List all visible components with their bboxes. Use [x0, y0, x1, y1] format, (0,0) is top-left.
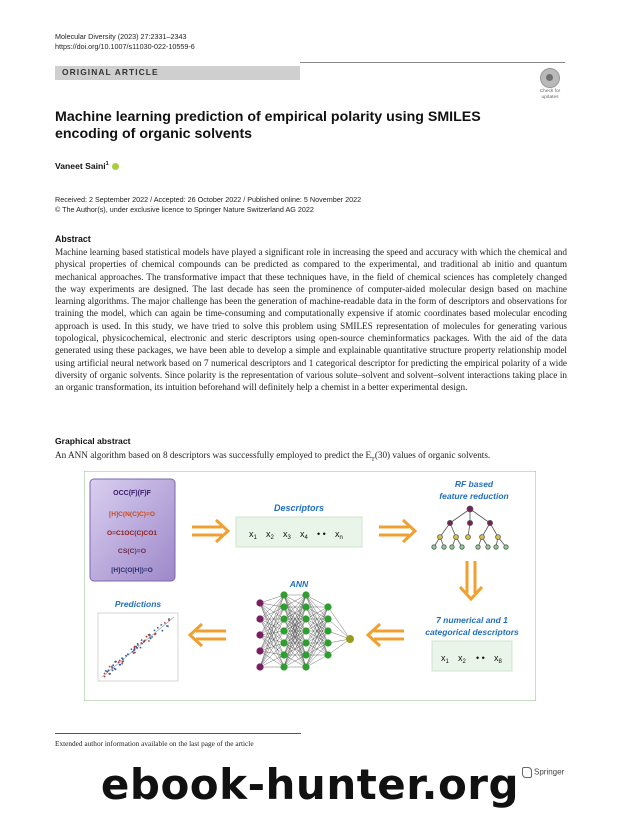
author-line: [55, 161, 119, 171]
prediction-point: [160, 624, 162, 626]
smiles-4: CS(C)=O: [117, 548, 147, 555]
numerical-title-2: categorical descriptors: [425, 627, 519, 637]
ann-node: [280, 615, 287, 622]
prediction-point: [108, 669, 110, 671]
predictions-title: Predictions: [114, 599, 162, 609]
journal-citation: Molecular Diversity (2023) 27:2331–2343: [55, 32, 187, 41]
prediction-point: [137, 643, 139, 645]
prediction-point: [127, 653, 129, 655]
prediction-point: [131, 648, 133, 650]
ann-node: [280, 627, 287, 634]
descriptors-title: Descriptors: [273, 503, 325, 513]
prediction-point: [122, 658, 124, 660]
prediction-point: [166, 625, 168, 627]
ann-node: [324, 603, 331, 610]
ann-node: [302, 639, 309, 646]
final-x1: $x_1$: [441, 653, 449, 665]
descriptor-dots: • •: [317, 529, 326, 539]
ga-subscript: T: [371, 456, 375, 463]
rf-title-1: RF based: [454, 479, 494, 489]
check-updates-line2: updates: [541, 95, 559, 101]
descriptor-x2: $x_2$: [266, 529, 274, 541]
journal-doi[interactable]: https://doi.org/10.1007/s11030-022-10559-6: [55, 42, 195, 51]
journal-header: [55, 32, 195, 52]
graphical-abstract-figure: [84, 471, 536, 701]
prediction-point: [143, 641, 145, 643]
prediction-point: [164, 622, 166, 624]
prediction-point: [109, 666, 111, 668]
prediction-point: [140, 642, 142, 644]
prediction-point: [154, 633, 156, 635]
title-line-1: Machine learning prediction of empirical polarity using SMILES: [55, 109, 481, 125]
graphical-abstract-heading: Graphical abstract: [55, 436, 131, 446]
descriptors-box: [236, 517, 362, 547]
prediction-point: [148, 640, 150, 642]
descriptor-x3: $x_3$: [283, 529, 291, 541]
final-x8: $x_8$: [494, 653, 502, 665]
check-updates-icon: [540, 68, 560, 88]
prediction-point: [140, 647, 142, 649]
prediction-point: [112, 669, 114, 671]
prediction-point: [149, 635, 151, 637]
rf-title-2: feature reduction: [439, 491, 509, 501]
ga-text-after: (30) values of organic solvents.: [374, 450, 491, 460]
ann-node: [256, 615, 263, 622]
watermark: ebook-hunter.org: [100, 760, 520, 809]
prediction-point: [151, 636, 153, 638]
descriptor-x4: $x_4$: [300, 529, 308, 541]
ann-node: [256, 663, 263, 670]
predictions-scatter-plot: [98, 613, 178, 681]
prediction-point: [157, 627, 159, 629]
smiles-2: [H]C(N(C)C)=O: [109, 511, 155, 518]
affiliation-mark: 1: [105, 161, 109, 168]
ann-node: [302, 591, 309, 598]
graphical-abstract-text: [55, 449, 567, 466]
prediction-point: [168, 619, 170, 621]
ann-node: [280, 639, 287, 646]
ann-node: [302, 651, 309, 658]
prediction-point: [111, 667, 113, 669]
dates-line: Received: 2 September 2022 / Accepted: 26 October 2022 / Published online: 5 November 2022: [55, 195, 362, 204]
prediction-point: [136, 647, 138, 649]
prediction-point: [150, 638, 152, 640]
descriptor-xn: $x_n$: [335, 529, 343, 541]
ann-node: [280, 651, 287, 658]
ann-node: [324, 639, 331, 646]
publisher-name: Springer: [534, 767, 565, 777]
prediction-point: [134, 646, 136, 648]
publication-dates: [55, 195, 361, 215]
check-updates-line1: Check for: [539, 89, 561, 94]
prediction-point: [162, 630, 164, 632]
ann-node: [280, 591, 287, 598]
smiles-3: O=C1OC(C)CO1: [106, 530, 158, 537]
article-type-label: ORIGINAL ARTICLE: [62, 67, 159, 77]
ann-node: [324, 615, 331, 622]
smiles-5: [H]C(O[H])=O: [111, 567, 153, 574]
footnote-rule: [55, 733, 301, 734]
ann-node: [302, 615, 309, 622]
header-rule: [300, 62, 565, 63]
ann-title: ANN: [289, 579, 309, 589]
prediction-point: [118, 661, 120, 663]
ann-node: [256, 647, 263, 654]
ann-node: [280, 663, 287, 670]
ann-node: [256, 599, 263, 606]
ann-node: [302, 663, 309, 670]
check-for-updates-badge[interactable]: [535, 68, 565, 100]
ann-node: [256, 631, 263, 638]
prediction-point: [114, 668, 116, 670]
prediction-point: [141, 639, 143, 641]
ann-node: [302, 603, 309, 610]
prediction-point: [154, 630, 156, 632]
numerical-title-1: 7 numerical and 1: [436, 615, 508, 625]
orcid-icon[interactable]: [112, 163, 119, 170]
ann-node: [324, 651, 331, 658]
prediction-point: [119, 660, 121, 662]
prediction-point: [122, 661, 124, 663]
ann-node: [302, 627, 309, 634]
prediction-point: [119, 664, 121, 666]
final-dots: • •: [476, 653, 485, 663]
descriptor-x1: $x_1$: [249, 529, 257, 541]
author-name[interactable]: Vaneet Saini: [55, 161, 106, 171]
final-x2: $x_2$: [458, 653, 466, 665]
prediction-point: [112, 664, 114, 666]
prediction-point: [121, 663, 123, 665]
ga-text-before: An ANN algorithm based on 8 descriptors was successfully employed to predict the E: [55, 450, 372, 460]
prediction-point: [105, 670, 107, 672]
prediction-point: [104, 676, 106, 678]
author-info-footnote: Extended author information available on the last page of the article: [55, 739, 254, 748]
title-line-2: encoding of organic solvents: [55, 126, 253, 143]
prediction-point: [134, 652, 136, 654]
prediction-point: [114, 661, 116, 663]
copyright-line: © The Author(s), under exclusive licence to Springer Nature Switzerland AG 2022: [55, 205, 314, 214]
article-title: [55, 109, 525, 144]
prediction-point: [134, 648, 136, 650]
prediction-point: [104, 673, 106, 675]
ann-node: [280, 603, 287, 610]
ann-node: [324, 627, 331, 634]
smiles-1: OCC(F)(F)F: [113, 490, 151, 497]
abstract-heading: Abstract: [55, 234, 91, 244]
prediction-point: [125, 655, 127, 657]
abstract-text: Machine learning based statistical models have played a significant role in increasing the speed and accuracy with which the chemical and physical properties of chemical compounds can be predicted as compared to the experimental, and traditional ab initio and quantum mechanical approaches. The transformative impact that these techniques have, in the field of chemical sciences has completely changed the way experiments are designed. The last decade has seen the prominence of computer-aided molecular design based on machine learning algorithms. The major challenge has been the generation of machine-readable data in the form of descriptors and observations for training the model, which can again be time-consuming and computationally expensive if atomic coordinates based molecular encoding approach is used. In this study, we have tried to solve this problem using SMILES representation of molecules for generating various topological, physicochemical, electronic and steric descriptors using open-source cheminformatics packages. With the aid of the data generated using these packages, we have been able to develop a simple and explainable quantitative structure property relationship model using artificial neural network based on 7 numerical descriptors and 1 categorical descriptor for predicting the empirical polarity of a wide diversity of organic solvents. Since polarity is the representation of various solute–solvent and solvent–solvent interactions taking place in an organic transformation, its intuition beforehand will definitely help a chemist in a better experimental design.: [55, 247, 567, 393]
ann-node: [346, 635, 354, 643]
prediction-point: [146, 636, 148, 638]
prediction-point: [109, 673, 111, 675]
